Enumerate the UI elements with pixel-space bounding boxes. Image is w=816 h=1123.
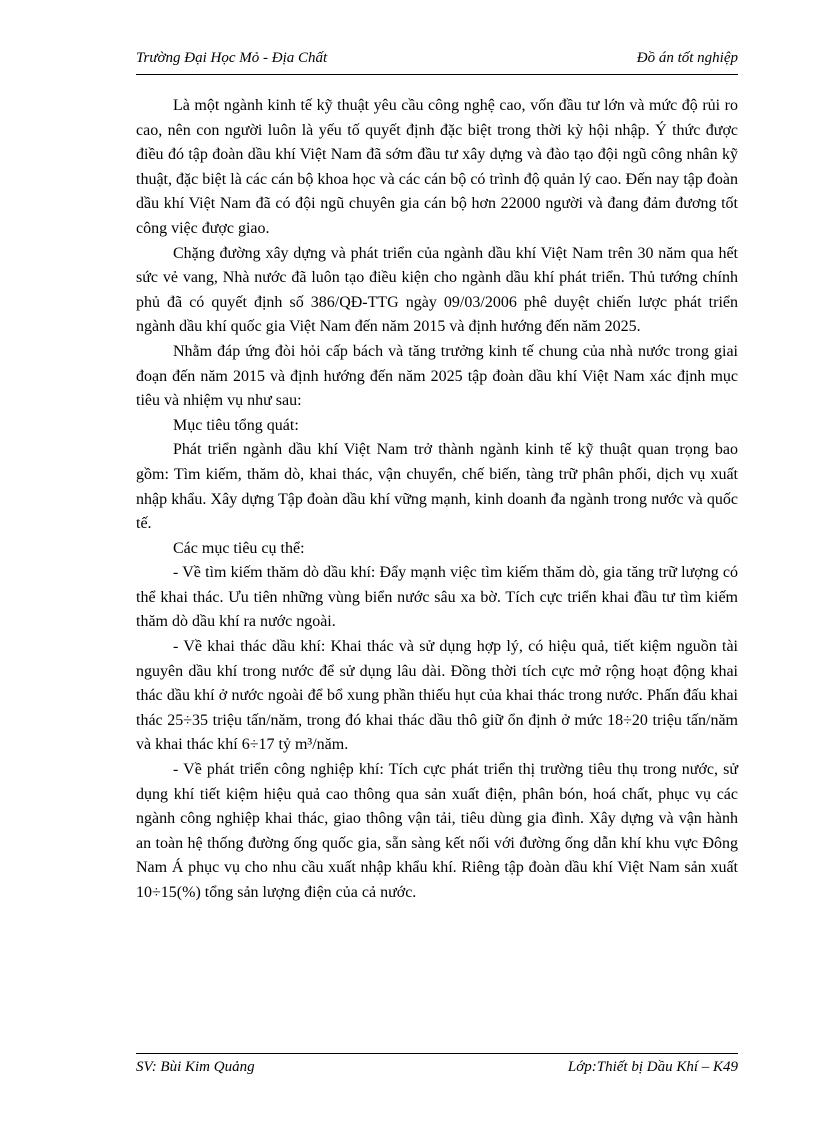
- page-header: [136, 48, 738, 75]
- header-school: Trường Đại Học Mỏ - Địa Chất: [136, 50, 328, 66]
- paragraph: Mục tiêu tổng quát:: [173, 416, 299, 434]
- paragraph: Chặng đường xây dựng và phát triển của ngành dầu khí Việt Nam trên 30 năm qua hết sức vẻ vang, Nhà nước đã luôn tạo điều kiện cho ngành dầu khí phát triển. Thủ tướng chính phủ đã có quyết định số 386/QĐ-TTG ngày 09/03/2006 phê duyệt chiến lược phát triển ngành dầu khí quốc gia Việt Nam đến năm 2015 và định hướng đến năm 2025.: [136, 244, 738, 336]
- paragraph: - Về khai thác dầu khí: Khai thác và sử dụng hợp lý, có hiệu quả, tiết kiệm nguồn tài nguyên dầu khí trong nước để sử dụng lâu dài. Đồng thời tích cực mở rộng hoạt động khai thác dầu khí ở nước ngoài để bổ xung phần thiếu hụt của khai thác trong nước. Phấn đấu khai thác 25÷35 triệu tấn/năm, trong đó khai thác dầu thô giữ ổn định ở mức 18÷20 triệu tấn/năm và khai thác khí 6÷17 tỷ m³/năm.: [136, 638, 738, 754]
- paragraph: Nhằm đáp ứng đòi hỏi cấp bách và tăng trưởng kinh tế chung của nhà nước trong giai đoạn đến năm 2015 và định hướng đến năm 2025 tập đoàn dầu khí Việt Nam xác định mục tiêu và nhiệm vụ như sau:: [136, 342, 738, 410]
- header-doc-type: Đồ án tốt nghiệp: [636, 50, 738, 66]
- paragraph: - Về phát triển công nghiệp khí: Tích cực phát triển thị trường tiêu thụ trong nước, sử dụng khí tiết kiệm hiệu quả cao thông qua sản xuất điện, phân bón, hoá chất, phục vụ các ngành công nghiệp khai thác, giao thông vận tải, tiêu dùng gia đình. Xây dựng và vận hành an toàn hệ thống đường ống quốc gia, sẵn sàng kết nối với đường ống dẫn khí khu vực Đông Nam Á phục vụ cho nhu cầu xuất nhập khẩu khí. Riêng tập đoàn dầu khí Việt Nam sản xuất 10÷15(%) tổng sản lượng điện của cả nước.: [136, 761, 738, 901]
- footer-student: SV: Bùi Kim Quảng: [136, 1059, 255, 1075]
- paragraph: - Về tìm kiếm thăm dò dầu khí: Đẩy mạnh việc tìm kiếm thăm dò, gia tăng trữ lượng có thể khai thác. Ưu tiên những vùng biển nước sâu xa bờ. Tích cực triển khai đầu tư tìm kiếm thăm dò dầu khí ra nước ngoài.: [136, 564, 738, 631]
- paragraph: Phát triển ngành dầu khí Việt Nam trở thành ngành kinh tế kỹ thuật quan trọng bao gồm: Tìm kiếm, thăm dò, khai thác, vận chuyển, chế biến, tàng trữ phân phối, dịch vụ xuất nhập khẩu. Xây dựng Tập đoàn dầu khí vững mạnh, kinh doanh đa ngành trong nước và quốc tế.: [136, 441, 738, 533]
- page-footer: [136, 1053, 738, 1080]
- footer-class: Lớp:Thiết bị Dầu Khí – K49: [567, 1059, 738, 1075]
- paragraph: Các mục tiêu cụ thể:: [173, 539, 305, 557]
- body-text: [136, 94, 738, 906]
- paragraph: Là một ngành kinh tế kỹ thuật yêu cầu công nghệ cao, vốn đầu tư lớn và mức độ rủi ro cao, nên con người luôn là yếu tố quyết định đặc biệt trong thời kỳ hội nhập. Ý thức được điều đó tập đoàn dầu khí Việt Nam đã sớm đầu tư xây dựng và đào tạo đội ngũ công nhân kỹ thuật, đặc biệt là các cán bộ khoa học và các cán bộ có trình độ quản lý cao. Đến nay tập đoàn dầu khí Việt Nam đã có đội ngũ chuyên gia cán bộ hơn 22000 người và đang đảm đương tốt công việc được giao.: [136, 97, 738, 237]
